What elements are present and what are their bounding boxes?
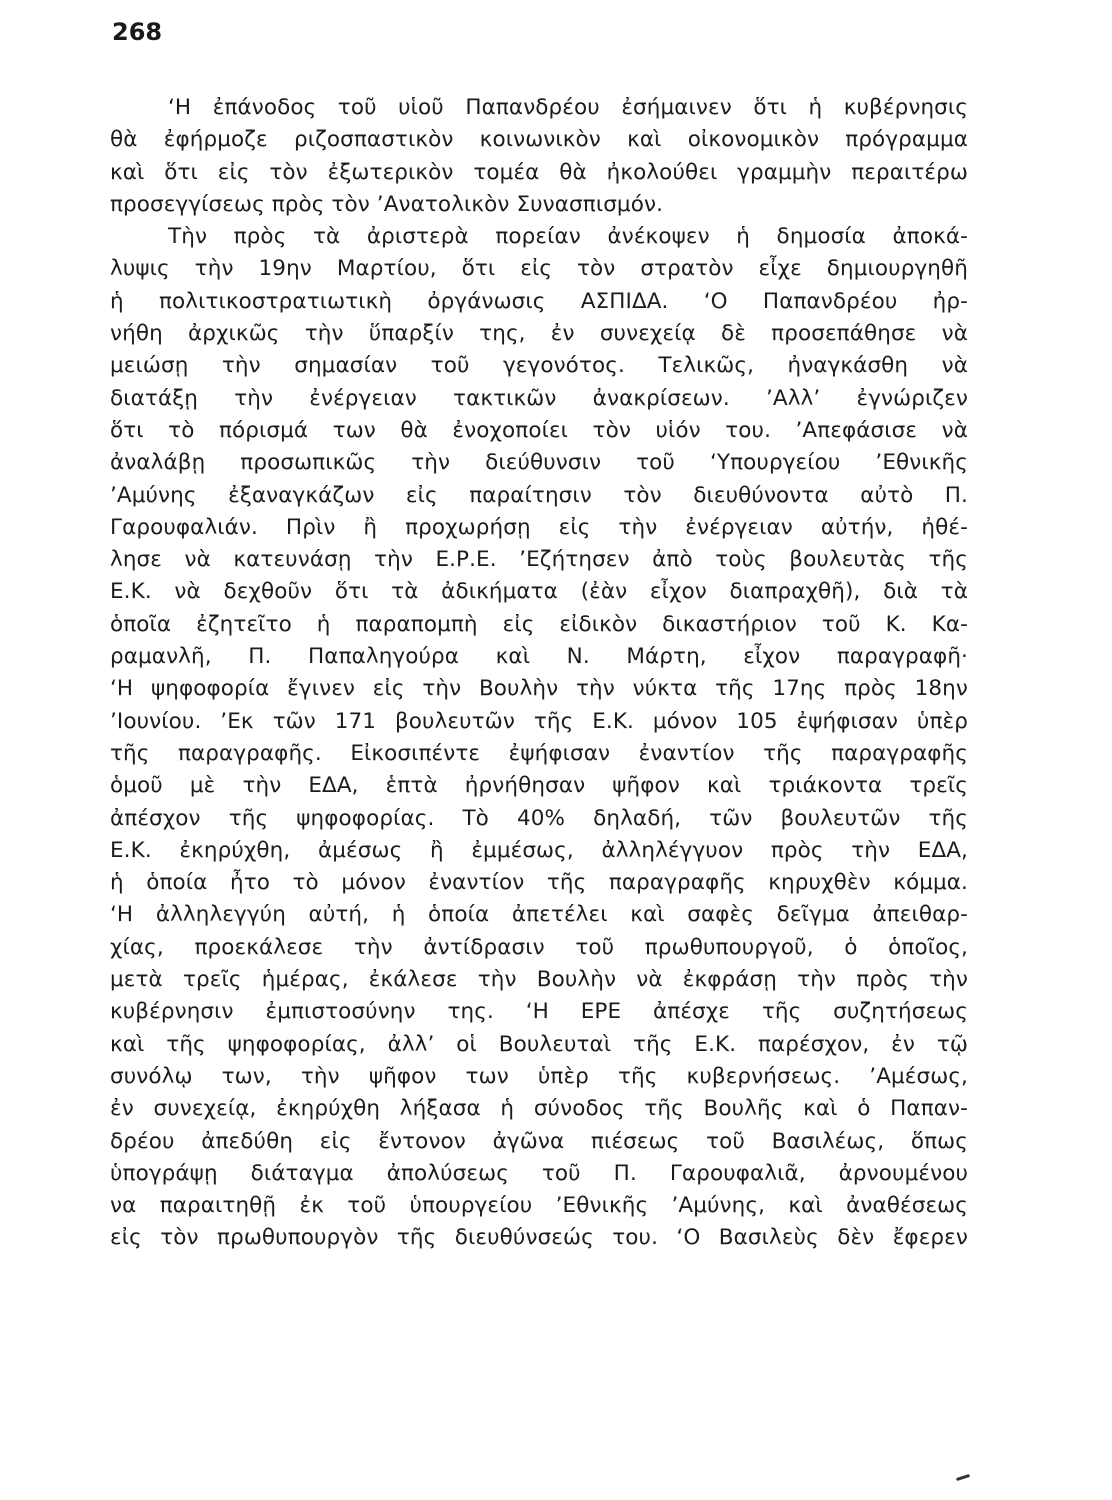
text-line: ‘Η ἀλληλεγγύη αὐτή, ἡ ὁποία ἀπετέλει καὶ σαφὲς δεῖγμα ἀπειθαρ-: [110, 902, 968, 928]
ink-mark: [956, 1474, 970, 1481]
text-line: ἐν συνεχείᾳ, ἐκηρύχθη λήξασα ἡ σύνοδος τῆς Βουλῆς καὶ ὁ Παπαν-: [110, 1096, 968, 1122]
text-line: ἀπέσχον τῆς ψηφοφορίας. Τὸ 40% δηλαδή, τῶν βουλευτῶν τῆς: [110, 805, 968, 831]
text-line: τῆς παραγραφῆς. Εἰκοσιπέντε ἐψήφισαν ἐναντίον τῆς παραγραφῆς: [110, 740, 968, 766]
text-line: εἰς τὸν πρωθυπουργὸν τῆς διευθύνσεώς του. ‘Ο Βασιλεὺς δὲν ἔφερεν: [110, 1225, 968, 1251]
text-line: καὶ ὅτι εἰς τὸν ἐξωτερικὸν τομέα θὰ ἠκολούθει γραμμὴν περαιτέρω: [110, 159, 968, 185]
text-line: Γαρουφαλιάν. Πρὶν ἢ προχωρήσῃ εἰς τὴν ἐνέργειαν αὐτήν, ἠθέ-: [110, 514, 968, 540]
text-line: ‘Η ἐπάνοδος τοῦ υἱοῦ Παπανδρέου ἐσήμαινεν ὅτι ἡ κυβέρνησις: [168, 95, 968, 120]
text-line: ’Αμύνης ἐξαναγκάζων εἰς παραίτησιν τὸν διευθύνοντα αὐτὸ Π.: [110, 482, 968, 508]
body-text: [110, 92, 968, 1255]
text-line: δρέου ἀπεδύθη εἰς ἔντονον ἀγῶνα πιέσεως τοῦ Βασιλέως, ὅπως: [110, 1128, 968, 1154]
text-line: συνόλῳ των, τὴν ψῆφον των ὑπὲρ τῆς κυβερνήσεως. ’Αμέσως,: [110, 1063, 968, 1089]
text-line: ὅτι τὸ πόρισμά των θὰ ἐνοχοποίει τὸν υἱόν του. ’Απεφάσισε νὰ: [110, 417, 968, 443]
text-line: καὶ τῆς ψηφοφορίας, ἀλλ’ οἱ Βουλευταὶ τῆς Ε.Κ. παρέσχον, ἐν τῷ: [110, 1031, 968, 1057]
text-line: λυψις τὴν 19ην Μαρτίου, ὅτι εἰς τὸν στρατὸν εἶχε δημιουργηθῆ: [110, 256, 968, 282]
text-line: ραμανλῆ, Π. Παπαληγούρα καὶ Ν. Μάρτη, εἶχον παραγραφῆ·: [110, 644, 968, 670]
text-line: ἡ ὁποία ἦτο τὸ μόνον ἐναντίον τῆς παραγραφῆς κηρυχθὲν κόμμα.: [110, 870, 968, 896]
text-line: θὰ ἐφήρμοζε ριζοσπαστικὸν κοινωνικὸν καὶ οἰκονομικὸν πρόγραμμα: [110, 127, 968, 153]
text-line: ’Ιουνίου. ’Εκ τῶν 171 βουλευτῶν τῆς Ε.Κ. μόνον 105 ἐψήφισαν ὑπὲρ: [110, 708, 968, 734]
text-line: κυβέρνησιν ἐμπιστοσύνην της. ‘Η ΕΡΕ ἀπέσχε τῆς συζητήσεως: [110, 999, 968, 1025]
page-number: 268: [112, 18, 163, 46]
text-line: ὑπογράψῃ διάταγμα ἀπολύσεως τοῦ Π. Γαρουφαλιᾶ, ἀρνουμένου: [110, 1160, 968, 1186]
text-line: ἀναλάβῃ προσωπικῶς τὴν διεύθυνσιν τοῦ ‘Υπουργείου ’Εθνικῆς: [110, 450, 968, 476]
text-line: Ε.Κ. νὰ δεχθοῦν ὅτι τὰ ἀδικήματα (ἐὰν εἶχον διαπραχθῆ), διὰ τὰ: [110, 579, 968, 605]
text-line: νήθη ἀρχικῶς τὴν ὕπαρξίν της, ἐν συνεχείᾳ δὲ προσεπάθησε νὰ: [110, 321, 968, 347]
text-line: Ε.Κ. ἐκηρύχθη, ἀμέσως ἢ ἐμμέσως, ἀλληλέγγυον πρὸς τὴν ΕΔΑ,: [110, 837, 968, 863]
text-line: μειώσῃ τὴν σημασίαν τοῦ γεγονότος. Τελικῶς, ἠναγκάσθη νὰ: [110, 353, 968, 379]
text-line: λησε νὰ κατευνάσῃ τὴν Ε.Ρ.Ε. ’Εζήτησεν ἀπὸ τοὺς βουλευτὰς τῆς: [110, 547, 968, 573]
text-line: ἡ πολιτικοστρατιωτικὴ ὀργάνωσις ΑΣΠΙΔΑ. ‘Ο Παπανδρέου ἠρ-: [110, 288, 968, 314]
text-line: χίας, προεκάλεσε τὴν ἀντίδρασιν τοῦ πρωθυπουργοῦ, ὁ ὁποῖος,: [110, 934, 968, 960]
text-line: ὁποῖα ἐζητεῖτο ἡ παραπομπὴ εἰς εἰδικὸν δικαστήριον τοῦ Κ. Κα-: [110, 611, 968, 637]
text-line: προσεγγίσεως πρὸς τὸν ’Ανατολικὸν Συνασπισμόν.: [110, 191, 664, 217]
text-line: να παραιτηθῇ ἐκ τοῦ ὑπουργείου ’Εθνικῆς ’Αμύνης, καὶ ἀναθέσεως: [110, 1193, 968, 1219]
text-line: ὁμοῦ μὲ τὴν ΕΔΑ, ἑπτὰ ἠρνήθησαν ψῆφον καὶ τριάκοντα τρεῖς: [110, 773, 968, 799]
text-line: ‘Η ψηφοφορία ἔγινεν εἰς τὴν Βουλὴν τὴν νύκτα τῆς 17ης πρὸς 18ην: [110, 676, 968, 702]
text-line: Τὴν πρὸς τὰ ἀριστερὰ πορείαν ἀνέκοψεν ἡ δημοσία ἀποκά-: [168, 224, 968, 250]
text-line: διατάξῃ τὴν ἐνέργειαν τακτικῶν ἀνακρίσεων. ’Αλλ’ ἐγνώριζεν: [110, 385, 968, 411]
text-line: μετὰ τρεῖς ἡμέρας, ἐκάλεσε τὴν Βουλὴν νὰ ἐκφράσῃ τὴν πρὸς τὴν: [110, 967, 968, 993]
